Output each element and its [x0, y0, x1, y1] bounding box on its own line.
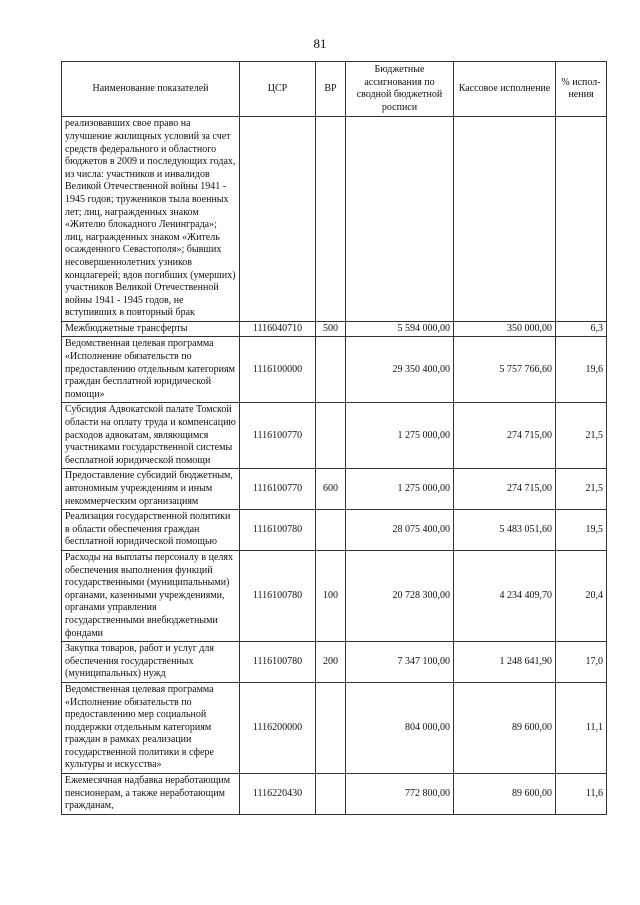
table-row — [62, 510, 607, 551]
row-vr — [316, 682, 346, 773]
row-vr: 600 — [316, 469, 346, 510]
row-cash: 274 715,00 — [454, 469, 556, 510]
row-name: Предоставление субсидий бюджетным, автономным учреждениям и иным некоммерческим организациям — [62, 469, 240, 510]
table-row — [62, 469, 607, 510]
row-name: Ежемесячная надбавка неработающим пенсионерам, а также неработающим гражданам, — [62, 774, 240, 815]
row-cash: 89 600,00 — [454, 682, 556, 773]
row-csr: 1116100000 — [240, 337, 316, 403]
row-cash: 274 715,00 — [454, 403, 556, 469]
row-cash: 350 000,00 — [454, 321, 556, 337]
row-name: Ведомственная целевая программа «Исполнение обязательств по предоставлению мер социальной поддержки отдельным категориям граждан в рамках реализации государственной политики в сфере культуры и искусства» — [62, 682, 240, 773]
row-budget: 7 347 100,00 — [346, 642, 454, 683]
row-name: Закупка товаров, работ и услуг для обеспечения государственных (муниципальных) нужд — [62, 642, 240, 683]
row-pct: 21,5 — [556, 403, 607, 469]
row-budget: 20 728 300,00 — [346, 550, 454, 641]
row-csr: 1116220430 — [240, 774, 316, 815]
row-pct: 20,4 — [556, 550, 607, 641]
row-cash — [454, 117, 556, 322]
row-name: Субсидия Адвокатской палате Томской области на оплату труда и компенсацию расходов адвокатам, являющимся участниками государственной системы бесплатной юридической помощи — [62, 403, 240, 469]
page-number: 81 — [313, 36, 327, 51]
header-pct: % испол-нения — [556, 62, 607, 117]
table-row — [62, 403, 607, 469]
row-cash: 5 483 051,60 — [454, 510, 556, 551]
table-row — [62, 774, 607, 815]
row-name: Расходы на выплаты персоналу в целях обеспечения выполнения функций государственными (муниципальными) органами, казенными учреждениями, органами управления государственными внебюджетными фондами — [62, 550, 240, 641]
table-row — [62, 682, 607, 773]
row-budget: 1 275 000,00 — [346, 403, 454, 469]
row-cash: 5 757 766,60 — [454, 337, 556, 403]
row-csr: 1116100770 — [240, 469, 316, 510]
row-csr — [240, 117, 316, 322]
header-row — [62, 62, 607, 117]
row-pct: 11,6 — [556, 774, 607, 815]
row-pct: 11,1 — [556, 682, 607, 773]
row-cash: 4 234 409,70 — [454, 550, 556, 641]
row-budget: 5 594 000,00 — [346, 321, 454, 337]
row-vr: 200 — [316, 642, 346, 683]
header-cash: Кассовое исполнение — [454, 62, 556, 117]
header-name: Наименование показателей — [62, 62, 240, 117]
row-cash: 1 248 641,90 — [454, 642, 556, 683]
row-vr — [316, 337, 346, 403]
row-csr: 1116040710 — [240, 321, 316, 337]
budget-table — [61, 61, 607, 815]
row-budget: 28 075 400,00 — [346, 510, 454, 551]
row-vr — [316, 510, 346, 551]
row-name: Межбюджетные трансферты — [62, 321, 240, 337]
table-row — [62, 337, 607, 403]
row-name: Ведомственная целевая программа «Исполнение обязательств по предоставлению отдельным категориям граждан бесплатной юридической помощи» — [62, 337, 240, 403]
table-row — [62, 642, 607, 683]
row-csr: 1116200000 — [240, 682, 316, 773]
table-row — [62, 321, 607, 337]
row-pct: 19,5 — [556, 510, 607, 551]
table-row-continuation — [62, 117, 607, 322]
row-csr: 1116100780 — [240, 550, 316, 641]
row-vr — [316, 117, 346, 322]
row-vr — [316, 403, 346, 469]
row-budget: 29 350 400,00 — [346, 337, 454, 403]
row-csr: 1116100780 — [240, 510, 316, 551]
row-vr — [316, 774, 346, 815]
header-csr: ЦСР — [240, 62, 316, 117]
row-csr: 1116100770 — [240, 403, 316, 469]
row-pct: 17,0 — [556, 642, 607, 683]
row-pct: 19,6 — [556, 337, 607, 403]
row-pct: 6,3 — [556, 321, 607, 337]
row-budget: 804 000,00 — [346, 682, 454, 773]
row-budget — [346, 117, 454, 322]
row-budget: 772 800,00 — [346, 774, 454, 815]
header-vr: ВР — [316, 62, 346, 117]
row-csr: 1116100780 — [240, 642, 316, 683]
row-name: Реализация государственной политики в области обеспечения граждан бесплатной юридической помощью — [62, 510, 240, 551]
row-vr: 500 — [316, 321, 346, 337]
row-cash: 89 600,00 — [454, 774, 556, 815]
row-pct — [556, 117, 607, 322]
row-name: реализовавших свое право на улучшение жилищных условий за счет средств федерального и областного бюджетов в 2009 и последующих годах, из числа: участников и инвалидов Великой Отечественной войны 1941 - 1945 годов; тружеников тыла военных лет; лиц, награжденных знаком «Жителю блокадного Ленинграда»; лиц, награжденных знаком «Житель осажденного Севастополя»; бывших несовершеннолетних узников концлагерей; вдов погибших (умерших) участников Великой Отечественной войны 1941 - 1945 годов, не вступивших в повторный брак — [62, 117, 240, 322]
row-vr: 100 — [316, 550, 346, 641]
header-budget: Бюджетные ассигнования по сводной бюджетной росписи — [346, 62, 454, 117]
table-row — [62, 550, 607, 641]
row-pct: 21,5 — [556, 469, 607, 510]
row-budget: 1 275 000,00 — [346, 469, 454, 510]
